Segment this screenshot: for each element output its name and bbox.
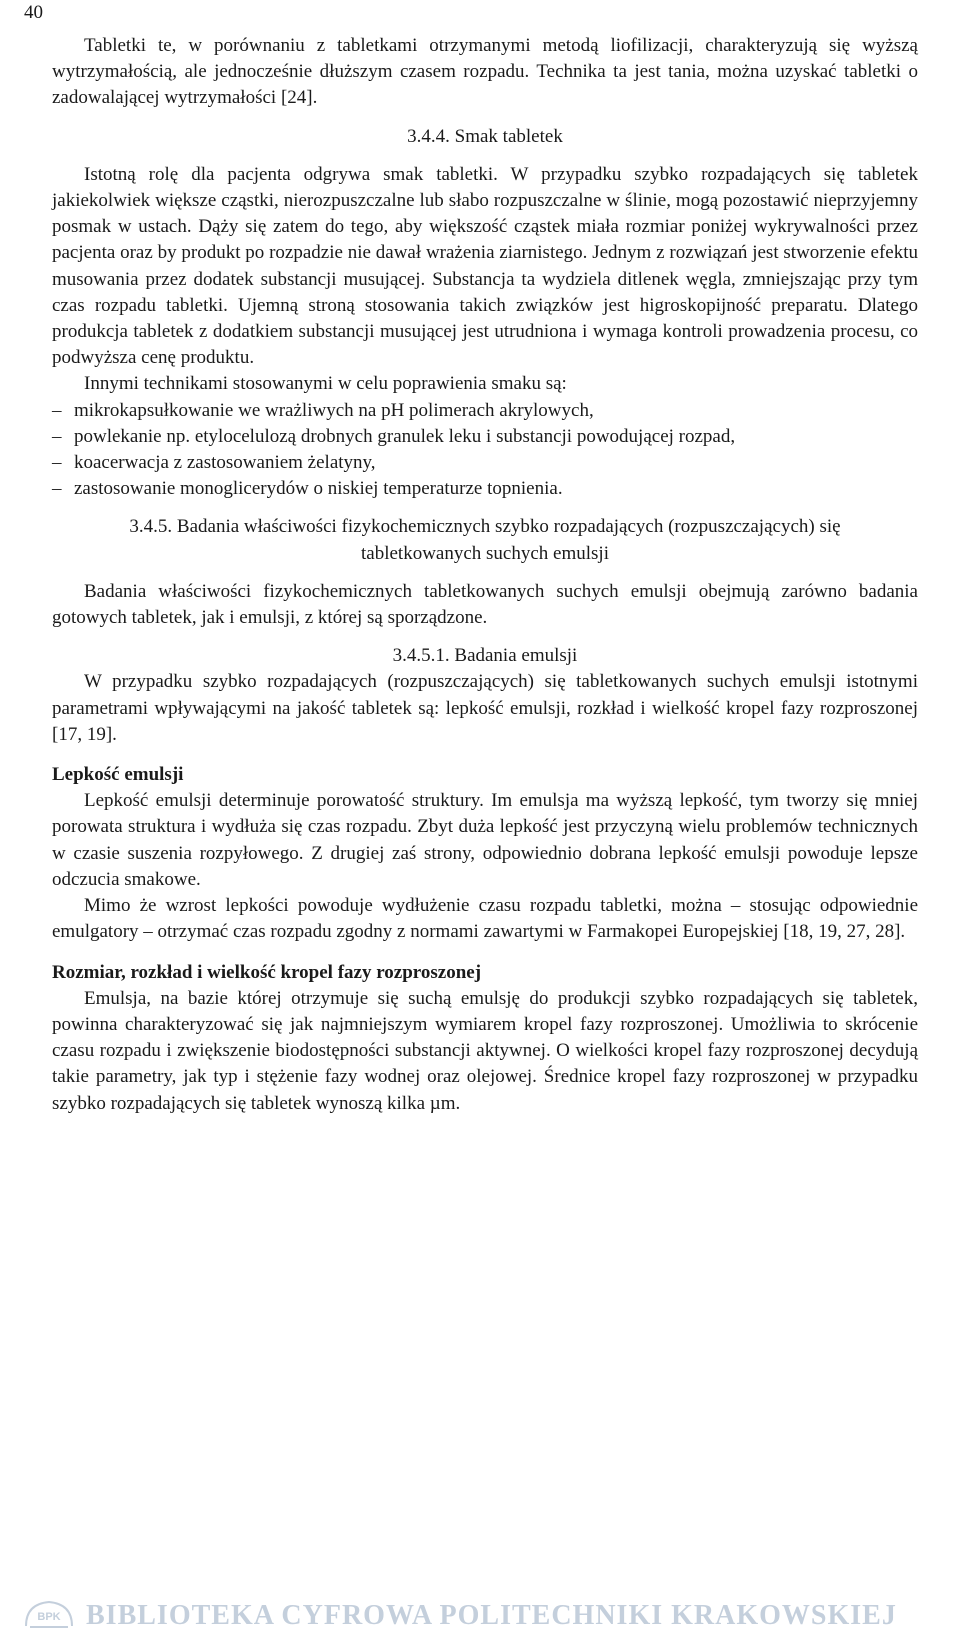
section-heading-3-4-5-1: 3.4.5.1. Badania emulsji (392, 645, 578, 667)
bpk-logo-text: BPK (37, 1611, 61, 1623)
paragraph-viscosity: Lepkość emulsji determinuje porowatość struktury. Im emulsja ma wyższą lepkość, tym tworzy się mniej porowata struktura i wydłuża się czas rozpadu. Zbyt duża lepkość jest przyczyną wielu problemów technicznych w czasie suszenia rozpyłowego. Z drugiej zaś strony, odpowiednio dobrana lepkość emulsji powoduje lepsze odczucia smakowe. (52, 790, 918, 890)
paragraph-techniques-intro: Innymi technikami stosowanymi w celu poprawienia smaku są: (84, 373, 567, 395)
page-number: 40 (24, 2, 43, 23)
library-name: BIBLIOTEKA CYFROWA POLITECHNIKI KRAKOWSKIEJ (86, 1600, 897, 1631)
list-item: – mikrokapsułkowanie we wrażliwych na pH polimerach akrylowych, (52, 398, 918, 424)
section-heading-3-4-5: 3.4.5. Badania właściwości fizykochemicznych szybko rozpadających (rozpuszczających) się tabletkowanych suchych emulsji (129, 516, 841, 564)
library-footer (22, 1596, 942, 1632)
list-item: – koacerwacja z zastosowaniem żelatyny, (52, 450, 918, 476)
bpk-logo-icon (22, 1596, 76, 1632)
paragraph-emulsion-params: W przypadku szybko rozpadających (rozpuszczających) się tabletkowanych suchych emulsji istotnymi parametrami wpływającymi na jakość tabletek są: lepkość emulsji, rozkład i wielkość kropel fazy rozproszonej [17, 19]. (52, 671, 918, 745)
section-heading-3-4-4: 3.4.4. Smak tabletek (407, 125, 563, 147)
subheading-viscosity: Lepkość emulsji (52, 764, 184, 786)
list-item: – zastosowanie monoglicerydów o niskiej temperaturze topnienia. (52, 476, 918, 502)
paragraph-research: Badania właściwości fizykochemicznych tabletkowanych suchych emulsji obejmują zarówno badania gotowych tabletek, jak i emulsji, z której są sporządzone. (52, 580, 918, 629)
paragraph-droplet-size: Emulsja, na bazie której otrzymuje się suchą emulsję do produkcji szybko rozpadających się tabletek, powinna charakteryzować się jak najmniejszym wymiarem kropel fazy rozproszonej. Umożliwia to skrócenie czasu rozpadu i zwiększenie biodostępności substancji aktywnej. O wielkości kropel fazy rozproszonej decydują takie parametry, jak typ i stężenie fazy wodnej oraz olejowej. Średnice kropel fazy rozproszonej w przypadku szybko rozpadających się tabletek wynoszą kilka µm. (52, 987, 918, 1114)
list-item: – powlekanie np. etylocelulozą drobnych granulek leku i substancji powodującej rozpad, (52, 424, 918, 450)
techniques-list (52, 398, 918, 503)
paragraph-viscosity-2: Mimo że wzrost lepkości powoduje wydłużenie czasu rozpadu tabletki, można – stosując odpowiednie emulgatory – otrzymać czas rozpadu zgodny z normami zawartymi w Farmakopei Europejskiej [18, 19, 27, 28]. (52, 895, 918, 943)
paragraph-intro: Tabletki te, w porównaniu z tabletkami otrzymanymi metodą liofilizacji, charakteryzują się wyższą wytrzymałością, ale jednocześnie dłuższym czasem rozpadu. Technika ta jest tania, można uzyskać tabletki o zadowalającej wytrzymałości [24]. (52, 35, 918, 109)
subheading-droplet-size: Rozmiar, rozkład i wielkość kropel fazy rozproszonej (52, 961, 482, 983)
paragraph-taste: Istotną rolę dla pacjenta odgrywa smak tabletki. W przypadku szybko rozpadających się tabletek jakiekolwiek większe cząstki, nierozpuszczalne lub słabo rozpuszczalne w ślinie, mogą pozostawić nieprzyjemny posmak w ustach. Dąży się zatem do tego, aby większość cząstek miała rozmiar poniżej wykrywalności przez pacjenta oraz by produkt po rozpadzie nie dawał wrażenia ziarnistego. Jednym z rozwiązań jest stworzenie efektu musowania przez dodatek substancji musującej. Substancja ta wydziela ditlenek węgla, zmniejszając przy tym czas rozpadu tabletki. Ujemną stroną stosowania takich związków jest higroskopijność preparatu. Dlatego produkcja tabletek z dodatkiem substancji musującej jest utrudniona i wymaga kontroli prowadzenia procesu, co podwyższa cenę produktu. (52, 163, 918, 369)
page-content (52, 33, 918, 1117)
